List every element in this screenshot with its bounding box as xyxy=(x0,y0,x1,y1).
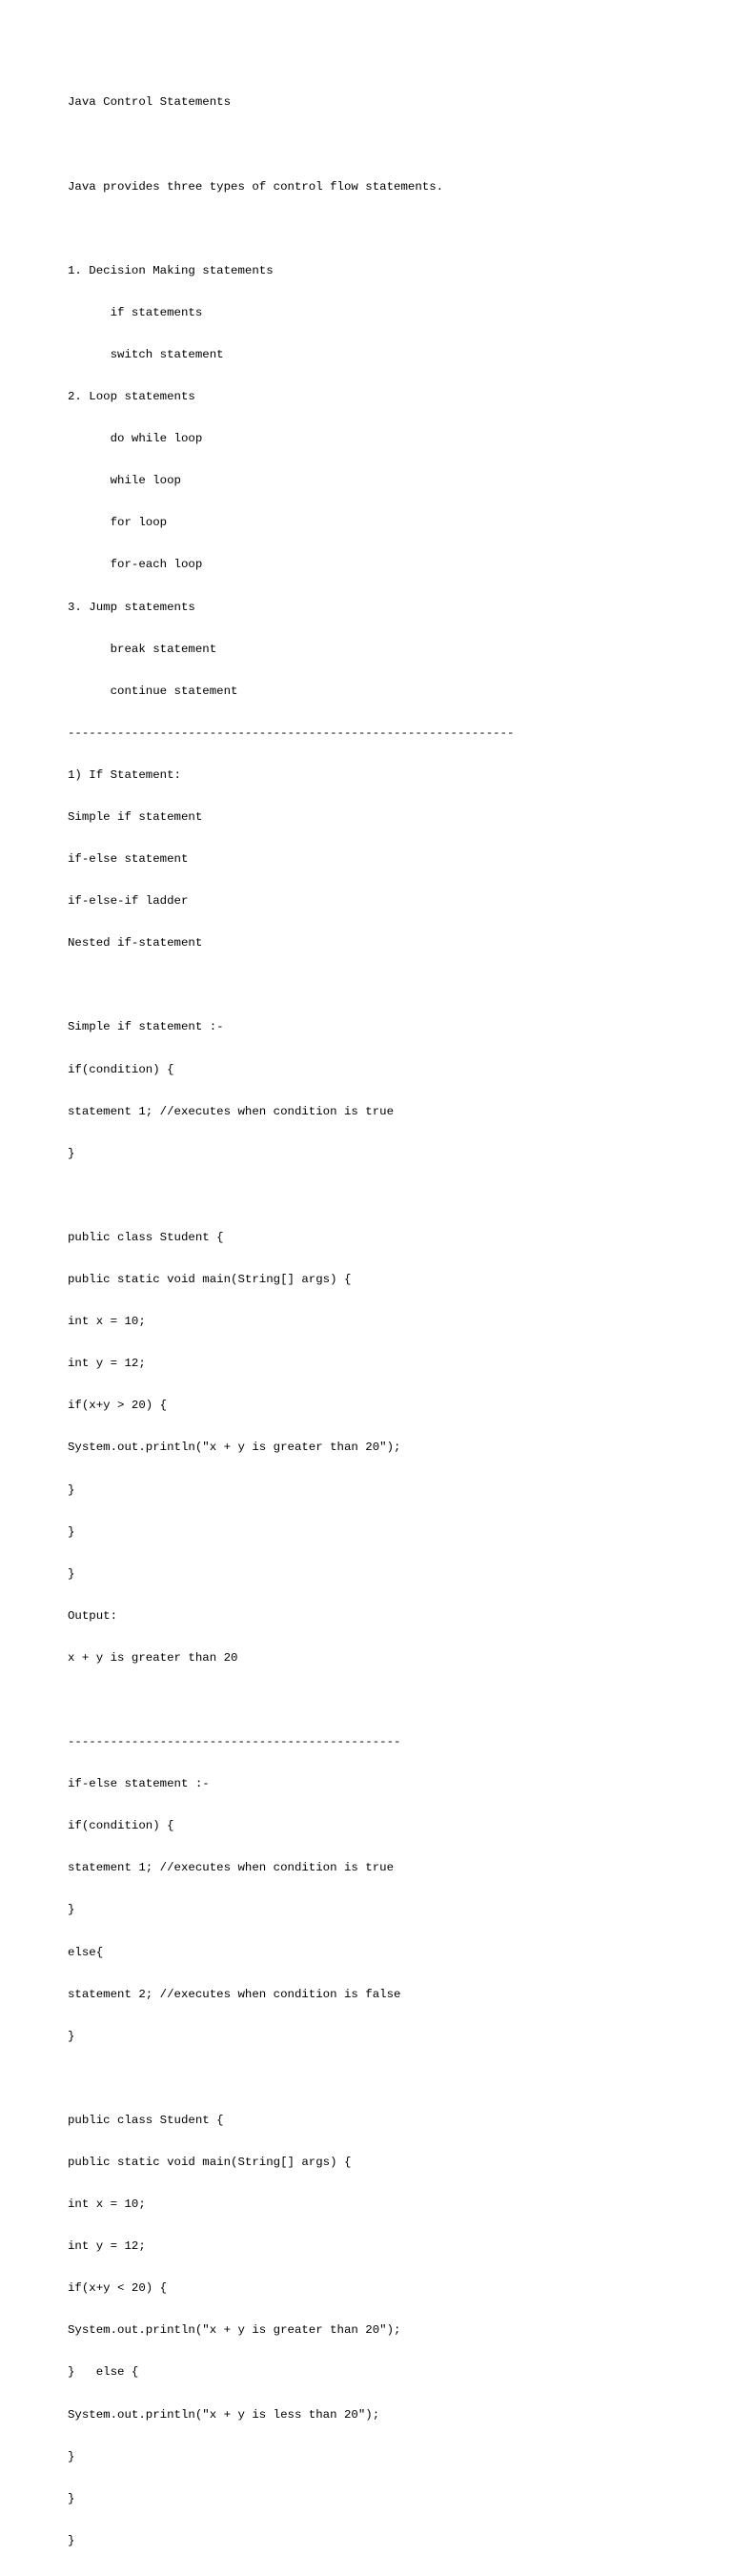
code-line: int x = 10; xyxy=(68,1315,146,1329)
code-line: int y = 12; xyxy=(68,2239,146,2254)
code-line: } xyxy=(68,1903,75,1917)
divider-line: ----------------------------------------------- xyxy=(68,1735,401,1749)
code-line: statement 2; //executes when condition is false xyxy=(68,1987,401,2001)
document-title: Java Control Statements xyxy=(68,95,232,110)
blank-line xyxy=(68,2072,716,2086)
code-line: statement 1; //executes when condition is true xyxy=(68,1104,395,1118)
list-item: for-each loop xyxy=(68,558,203,572)
code-line: statement 1; //executes when condition is true xyxy=(68,1861,395,1875)
text-line: if-else statement xyxy=(68,852,189,867)
code-line: if(x+y > 20) { xyxy=(68,1399,168,1413)
list-item: continue statement xyxy=(68,684,238,698)
subsection-heading: if-else statement :- xyxy=(68,1777,210,1791)
code-line: else{ xyxy=(68,1945,104,1959)
output-text: x + y is greater than 20 xyxy=(68,1650,238,1665)
list-item: for loop xyxy=(68,516,168,530)
list-heading-jump: 3. Jump statements xyxy=(68,600,195,614)
blank-line xyxy=(68,1693,716,1707)
blank-line xyxy=(68,138,716,153)
code-line: } xyxy=(68,2491,75,2505)
code-line: public class Student { xyxy=(68,2113,224,2127)
code-line: public static void main(String[] args) { xyxy=(68,2156,352,2169)
blank-line xyxy=(68,978,716,992)
code-line: public static void main(String[] args) { xyxy=(68,1273,352,1287)
code-line: public class Student { xyxy=(68,1230,224,1244)
intro-text: Java provides three types of control flow statements. xyxy=(68,179,444,194)
code-line: System.out.println("x + y is greater than 20"); xyxy=(68,2323,401,2338)
code-line: } xyxy=(68,2533,75,2547)
subsection-heading: Simple if statement :- xyxy=(68,1020,224,1034)
list-heading-loop: 2. Loop statements xyxy=(68,390,195,404)
blank-line xyxy=(68,1189,716,1203)
code-line: int x = 10; xyxy=(68,2198,146,2212)
text-line: Simple if statement xyxy=(68,810,203,824)
code-line: } xyxy=(68,2449,75,2464)
code-line: System.out.println("x + y is less than 20"); xyxy=(68,2407,380,2422)
code-line: } xyxy=(68,1524,75,1539)
text-line: Nested if-statement xyxy=(68,936,203,951)
list-item: switch statement xyxy=(68,347,224,361)
list-item: do while loop xyxy=(68,432,203,446)
list-item: while loop xyxy=(68,474,181,488)
code-line: System.out.println("x + y is greater than 20"); xyxy=(68,1441,401,1455)
code-line: if(x+y < 20) { xyxy=(68,2281,168,2296)
code-line: } xyxy=(68,1146,75,1160)
code-line: } xyxy=(68,1482,75,1497)
list-heading-decision: 1. Decision Making statements xyxy=(68,263,274,277)
code-line: } xyxy=(68,2029,75,2043)
blank-line xyxy=(68,222,716,236)
document-text xyxy=(68,68,716,2576)
output-label: Output: xyxy=(68,1608,118,1623)
code-line: } else { xyxy=(68,2365,139,2380)
divider-line: --------------------------------------------------------------- xyxy=(68,726,515,740)
code-line: if(condition) { xyxy=(68,1062,174,1076)
list-item: if statements xyxy=(68,305,203,319)
list-item: break statement xyxy=(68,642,217,656)
code-line: if(condition) { xyxy=(68,1819,174,1833)
code-line: int y = 12; xyxy=(68,1357,146,1371)
section-heading: 1) If Statement: xyxy=(68,767,181,782)
text-line: if-else-if ladder xyxy=(68,894,189,909)
code-line: } xyxy=(68,1566,75,1581)
